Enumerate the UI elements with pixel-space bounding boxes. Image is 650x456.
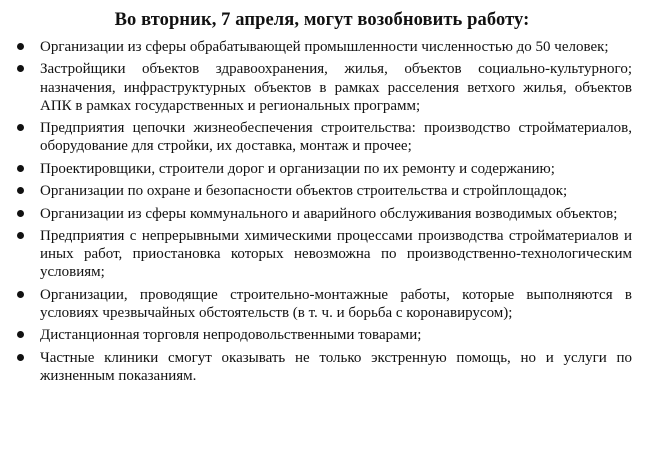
bullet-icon <box>17 232 24 239</box>
list-item-text: Предприятия цепочки жизнеобеспечения строительства: производство стройматериалов, оборудование для стройки, их доставка, монтаж и прочее; <box>40 120 632 155</box>
list-item <box>12 38 632 56</box>
list-item-text: Проектировщики, строители дорог и организации по их ремонту и содержанию; <box>40 160 555 177</box>
bullet-icon <box>17 354 24 361</box>
list-item-text: Организации из сферы коммунального и аварийного обслуживания возводимых объектов; <box>40 205 618 222</box>
list-item <box>12 205 632 223</box>
bullet-icon <box>17 331 24 338</box>
list-item <box>12 349 632 385</box>
list-item-text: Частные клиники смогут оказывать не только экстренную помощь, но и услуги по жизненным показаниям. <box>40 349 632 384</box>
list-item-text: Организации по охране и безопасности объектов строительства и стройплощадок; <box>40 183 568 200</box>
bullet-icon <box>17 187 24 194</box>
bullet-list <box>12 38 632 385</box>
bullet-icon <box>17 65 24 72</box>
list-item-text: Застройщики объектов здравоохранения, жилья, объектов социально-культурного; назначения, инфраструктурных объектов в рамках расселения ветхого жилья, объектов АПК в рамках государственных и региональных программ; <box>40 61 632 114</box>
list-item <box>12 182 632 200</box>
bullet-icon <box>17 43 24 50</box>
bullet-icon <box>17 124 24 131</box>
list-item <box>12 160 632 178</box>
list-item <box>12 119 632 155</box>
list-item <box>12 227 632 282</box>
list-item-text: Предприятия с непрерывными химическими процессами производства стройматериалов и иных работ, приостановка которых невозможна по производственно-технологическим условиям; <box>40 227 632 281</box>
list-item <box>12 286 632 322</box>
list-item-text: Организации из сферы обрабатывающей промышленности численностью до 50 человек; <box>40 39 609 55</box>
document-title: Во вторник, 7 апреля, могут возобновить работу: <box>114 10 530 30</box>
list-item <box>12 326 632 344</box>
list-item-text: Дистанционная торговля непродовольственными товарами; <box>40 327 422 344</box>
bullet-icon <box>17 165 24 172</box>
bullet-icon <box>17 210 24 217</box>
bullet-icon <box>17 291 24 298</box>
list-item-text: Организации, проводящие строительно-монтажные работы, которые выполняются в условиях чрезвычайных обстоятельств (в т. ч. и борьба с коронавирусом); <box>40 286 632 321</box>
list-item <box>12 60 632 115</box>
